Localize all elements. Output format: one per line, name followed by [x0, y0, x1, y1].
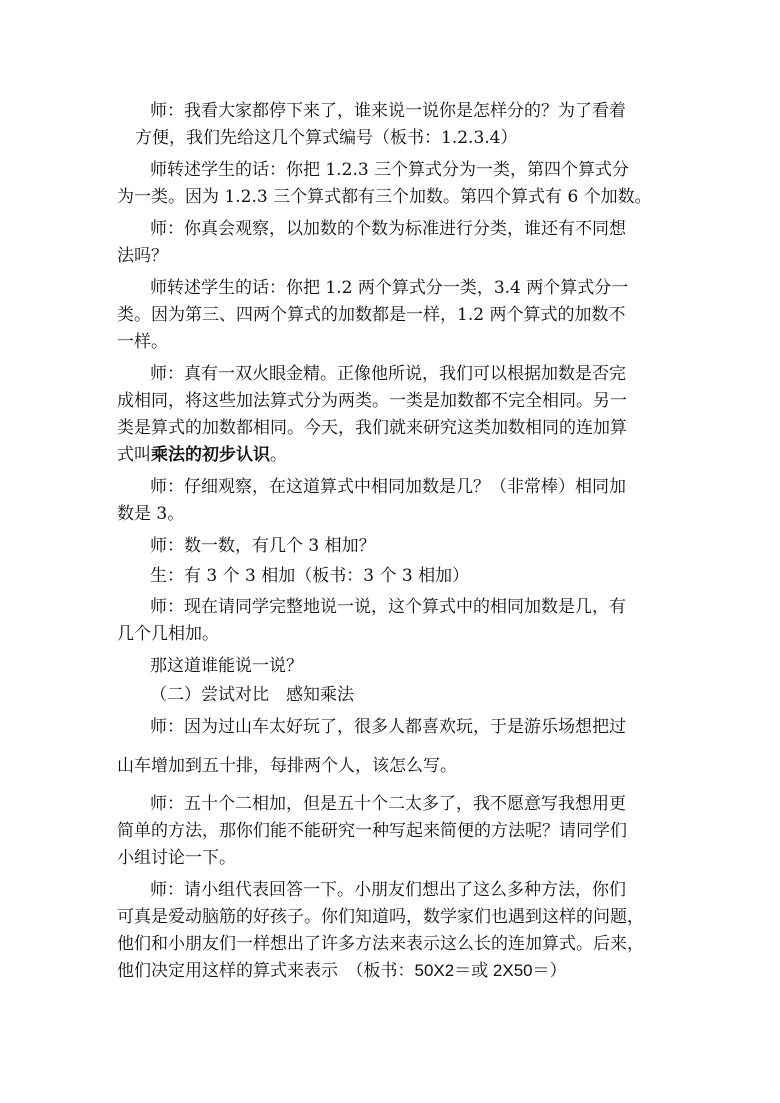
paragraph-12-line-1: 师：因为过山车太好玩了，很多人都喜欢玩，于是游乐场想把过	[150, 717, 626, 737]
paragraph-13-line-2: 简单的方法，那你们能不能研究一种写起来简便的方法呢？请同学们	[117, 821, 627, 841]
paragraph-5-line-1: 师：真有一双火眼金精。正像他所说，我们可以根据加数是否完	[150, 364, 626, 384]
paragraph-5-line-4-prefix: 式叫	[117, 445, 151, 465]
paragraph-14-line-4-text: 他们决定用这样的算式来表示 （板书：	[117, 961, 415, 981]
paragraph-10-line-1: 那这道谁能说一说？	[150, 656, 303, 676]
paragraph-3-line-1: 师：你真会观察，以加数的个数为标准进行分类，谁还有不同想	[150, 219, 626, 239]
paragraph-13-line-3: 小组讨论一下。	[117, 848, 236, 868]
paragraph-4-line-1: 师转述学生的话：你把 1.2 两个算式分一类，3.4 两个算式分一	[150, 278, 629, 298]
paragraph-7-line-1: 师：数一数，有几个 3 相加？	[150, 536, 376, 556]
paragraph-4-line-2: 类。因为第三、四两个算式的加数都是一样，1.2 两个算式的加数不	[117, 305, 626, 325]
paragraph-1-line-1: 师：我看大家都停下来了，谁来说一说你是怎样分的？为了看着	[150, 101, 626, 121]
paragraph-14-line-1: 师：请小组代表回答一下。小朋友们想出了这么多种方法，你们	[150, 880, 626, 900]
paragraph-4-line-3: 一样。	[117, 332, 168, 352]
section-heading: （二）尝试对比 感知乘法	[150, 685, 354, 705]
paragraph-5-line-4	[117, 444, 287, 466]
paragraph-14-line-2: 可真是爱动脑筋的好孩子。你们知道吗，数学家们也遇到这样的问题，	[117, 907, 644, 927]
paragraph-1-line-2: 方便，我们先给这几个算式编号（板书：1.2.3.4）	[135, 128, 518, 148]
paragraph-3-line-2: 法吗？	[117, 246, 168, 266]
paragraph-14-line-4	[117, 960, 567, 982]
paragraph-9-line-2: 几个几相加。	[117, 624, 219, 644]
paragraph-2-line-1: 师转述学生的话：你把 1.2.3 三个算式分为一类，第四个算式分	[150, 160, 630, 180]
paragraph-12-line-2: 山车增加到五十排，每排两个人，该怎么写。	[117, 756, 457, 776]
paragraph-5-line-2: 成相同，将这些加法算式分为两类。一类是加数都不完全相同。另一	[117, 391, 627, 411]
paragraph-8-line-1: 生：有 3 个 3 相加（板书：3 个 3 相加）	[150, 566, 470, 586]
paragraph-5-line-4-suffix: 。	[270, 445, 287, 465]
paragraph-13-line-1: 师：五十个二相加，但是五十个二太多了，我不愿意写我想用更	[150, 794, 626, 814]
paragraph-6-line-2: 数是 3。	[117, 504, 185, 524]
paragraph-6-line-1: 师：仔细观察，在这道算式中相同加数是几？（非常棒）相同加	[150, 477, 626, 497]
paragraph-5-line-3: 类是算式的加数都相同。今天，我们就来研究这类加数相同的连加算	[117, 418, 627, 438]
paragraph-2-line-2: 为一类。因为 1.2.3 三个算式都有三个加数。第四个算式有 6 个加数。	[117, 187, 652, 207]
lesson-title-bold: 乘法的初步认识	[151, 445, 270, 465]
paragraph-14-line-3: 他们和小朋友们一样想出了许多方法来表示这么长的连加算式。后来，	[117, 934, 644, 954]
multiplication-formula: 50X2＝或 2X50＝）	[414, 961, 567, 980]
paragraph-9-line-1: 师：现在请同学完整地说一说，这个算式中的相同加数是几，有	[150, 597, 626, 617]
